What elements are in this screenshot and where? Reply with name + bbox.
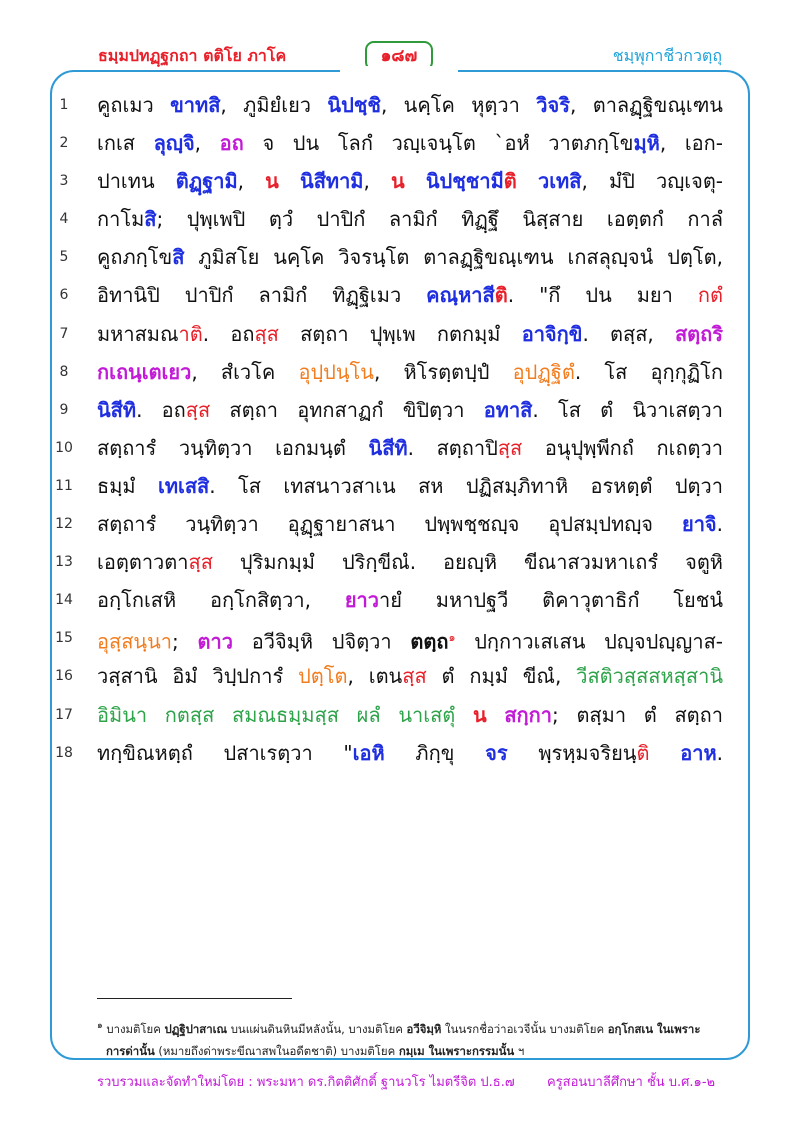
line-number: 8 [59, 363, 69, 380]
text-segment: เกเส [97, 131, 154, 156]
text-segment: . โส ตํ นิวาเสตฺวา [532, 397, 723, 422]
text-segment: ปตฺโต [298, 664, 348, 689]
text-segment: สตฺถา ปุพฺเพ กตกมฺมํ [278, 321, 522, 346]
text-segment: นิปชฺชิ [327, 93, 381, 117]
text-segment: นิปชฺชามี [425, 169, 504, 194]
line-text [97, 162, 723, 200]
line-text [97, 353, 723, 391]
running-title: ธมฺมปทฏฺฐกถา ตติโย ภาโค [98, 46, 287, 65]
text-segment [279, 169, 300, 193]
text-segment: ขาทสิ [170, 93, 221, 117]
text-segment: . "กึ ปน มยา [507, 283, 698, 308]
text-segment [455, 703, 473, 727]
line-number: 18 [55, 744, 73, 761]
text-segment: เอหิ [352, 740, 385, 765]
text-segment: ลุญฺจิ [153, 131, 195, 156]
text-segment: ภูมิสโย นคฺโค วิจรนฺโต ตาลฏฺฐิขณฺเฑน เกสลุญฺจนํ ปตฺโต, [184, 245, 723, 270]
text-segment: , มํปิ วญฺเจตุ- [581, 169, 723, 194]
line-text [97, 200, 723, 238]
text-segment: จร [485, 740, 508, 765]
line-number: 14 [55, 592, 73, 609]
text-segment: (หมายถึงด่าพระขีณาสพในอดีตชาติ) บางมติโยค [154, 1043, 399, 1058]
text-segment: ติ [636, 740, 650, 765]
line-text [97, 619, 723, 661]
text-segment: วสฺสานิ อิมํ วิปฺปการํ [97, 664, 299, 689]
text-segment: พฺรหฺมจริยนฺ [507, 740, 637, 765]
text-segment: สฺส [185, 397, 211, 422]
text-line [0, 162, 800, 200]
text-segment: ปาเทน [97, 169, 176, 194]
text-segment: , [194, 131, 220, 156]
line-text [97, 734, 723, 772]
text-segment: ในนรกชื่อว่าอเวจีนั้น บางมติโยค [441, 1021, 608, 1036]
text-segment: สกฺกา [504, 702, 552, 727]
text-segment: มหาสมณ [97, 321, 179, 346]
text-line [0, 429, 800, 467]
text-line [0, 734, 800, 772]
footnote-line-2 [97, 1040, 727, 1062]
text-segment: , หิโรตฺตปฺปํ [373, 359, 513, 384]
text-segment: ปุริมกมฺมํ ปริกฺขีณํ. อยญฺหิ ขีณาสวมหาเถรํ จตูหิ [212, 550, 723, 575]
line-number: 11 [55, 477, 73, 494]
text-segment: นิสีทามิ [300, 169, 364, 194]
line-text [97, 238, 723, 276]
text-segment: บางมติโยค [102, 1021, 165, 1036]
text-segment: สิ [172, 245, 185, 270]
line-text [97, 467, 723, 505]
text-line [0, 353, 800, 391]
text-segment: เทเสสิ [157, 473, 210, 498]
line-number: 15 [55, 630, 73, 647]
text-segment: น [472, 702, 487, 727]
text-segment: , [363, 169, 392, 194]
line-number: 1 [59, 97, 69, 113]
text-line [0, 696, 800, 734]
text-segment: อกฺโกเสหิ อกฺโกสิตฺวา, [97, 588, 345, 613]
text-segment: ติ [494, 283, 508, 308]
text-segment: ติ [503, 169, 517, 194]
text-segment: . โส เทสนาวสาเน สห ปฏิสมฺภิทาหิ อรหตฺตํ ปตฺวา [209, 473, 723, 498]
text-segment: สฺส [497, 435, 523, 460]
text-line [0, 86, 800, 124]
text-segment: วีสติวสฺสสหสฺสานิ [576, 664, 723, 689]
line-text [97, 391, 723, 429]
text-segment: อาจิกฺขิ [521, 321, 583, 346]
text-segment: กเถนฺเตเยว [97, 359, 192, 384]
text-segment: วเทสิ [537, 169, 582, 194]
text-segment [487, 703, 505, 727]
text-segment: สตฺถา อุทกสาฏกํ ขิปิตฺวา [210, 397, 484, 422]
line-text [97, 543, 723, 581]
text-segment: อิมินา กตสฺส สมณธมฺมสฺส ผลํ นาเสตุํ [97, 702, 456, 727]
text-segment: วิจริ [536, 93, 570, 117]
text-segment: ฯ [514, 1043, 525, 1058]
text-segment: ธมฺมํ [97, 473, 158, 498]
text-line [0, 543, 800, 581]
text-segment: . อถ [202, 321, 255, 346]
text-segment: กตํ [697, 283, 723, 308]
line-text [97, 581, 723, 619]
line-text [97, 124, 723, 162]
frame-gap [340, 66, 458, 74]
footnote-rule [97, 998, 292, 999]
text-segment: อุสฺสนฺนา [97, 629, 172, 654]
text-line [0, 315, 800, 353]
section-title: ชมฺพุกาชีวกวตฺถุ [612, 46, 722, 65]
text-segment: ภิกฺขุ [384, 740, 486, 765]
text-segment: สตฺถารํ วนฺทิตฺวา เอกมนฺตํ [97, 435, 369, 460]
text-segment: ตาว [197, 629, 233, 654]
text-segment: นิสีทิ [97, 397, 137, 422]
text-segment [649, 741, 680, 765]
text-segment: สตฺถารํ วนฺทิตฺวา อุฏฺฐายาสนา ปพฺพชฺชญฺจ อุปสมฺปทญฺจ [97, 512, 682, 537]
text-segment: นิสีทิ [368, 435, 408, 460]
text-segment [405, 169, 426, 193]
line-number: 3 [59, 173, 69, 190]
line-number: 9 [59, 401, 69, 418]
text-segment: ปกฺกาวเสเสน ปญฺจปญฺญาส- [455, 629, 723, 654]
text-segment: อาห [680, 740, 717, 765]
text-segment: อนุปุพฺพีกถํ กเถตฺวา [522, 435, 723, 460]
line-number: 17 [55, 706, 73, 723]
line-number: 10 [55, 439, 73, 456]
text-segment: ยาว [344, 588, 379, 613]
footnote-line-1 [97, 1015, 727, 1040]
text-segment: ยาจิ [681, 512, 717, 537]
text-line [0, 124, 800, 162]
line-text [97, 505, 723, 543]
text-line [0, 200, 800, 238]
line-text [97, 429, 723, 467]
text-segment: . [716, 512, 723, 537]
text-segment: ทกฺขิณหตฺถํ ปสาเรตฺวา " [97, 740, 353, 765]
line-number: 16 [55, 668, 73, 685]
footnote [97, 1015, 727, 1062]
text-segment: ติฏฺฐามิ [175, 169, 238, 194]
text-line [0, 238, 800, 276]
text-segment: กาโม [97, 207, 145, 232]
text-segment: มฺหิ [633, 131, 660, 156]
text-segment: , สํเวโค [191, 359, 299, 384]
footer-course: ครูสอนบาลีศึกษา ชั้น บ.ศ.๑-๒ [547, 1075, 716, 1090]
line-text [97, 86, 723, 124]
text-segment: , [237, 169, 266, 194]
text-segment: ; ปุพฺเพปิ ตฺวํ ปาปิกํ ลามิกํ ทิฏฺฐึ นิสฺสาย เอตฺตกํ กาลํ [156, 207, 723, 232]
text-segment: ตตฺถ [410, 629, 449, 654]
text-segment: . โส อุกฺกุฏิโก [574, 359, 723, 384]
text-line [0, 657, 800, 695]
text-segment: สิ [144, 207, 157, 232]
line-number: 12 [55, 516, 73, 533]
text-segment: ๑ [448, 631, 456, 645]
text-segment: ; [172, 629, 198, 654]
text-segment: สฺส [402, 664, 427, 689]
text-segment: . อถ [136, 397, 186, 422]
line-number: 6 [59, 287, 69, 304]
text-segment: คูถเมว [97, 93, 171, 117]
text-segment: อุปฏฺฐิตํ [512, 359, 575, 384]
footnote-marker: ๑ [97, 1021, 103, 1031]
text-line [0, 391, 800, 429]
text-segment: ; ตสฺมา ตํ สตฺถา [552, 702, 723, 727]
text-segment: คณฺหาสี [426, 283, 495, 308]
text-segment: ายํ มหาปฐวี ติคาวุตาธิกํ โยชนํ [379, 588, 723, 613]
text-body [0, 86, 800, 772]
text-segment: าติ [178, 321, 203, 346]
line-text [97, 276, 723, 314]
text-segment: สตฺถริ [674, 321, 723, 346]
page-number: ๑๘๗ [365, 41, 433, 71]
footer-credit: รวบรวมและจัดทำใหม่โดย : พระมหา ดร.กิตติศักดิ์ ฐานวโร ไมตรีจิต ป.ธ.๗ [97, 1075, 515, 1090]
text-segment: ตํ กมฺมํ ขีณํ, [426, 664, 577, 689]
text-segment: สฺส [254, 321, 279, 346]
text-line [0, 619, 800, 657]
text-segment: ปฏฺฐิปาสาเณ [164, 1021, 228, 1036]
text-segment: เอตฺตาวตา [97, 550, 189, 575]
line-number: 7 [59, 325, 69, 342]
text-segment: , เอก- [659, 131, 723, 156]
text-line [0, 581, 800, 619]
text-segment: . [716, 740, 723, 765]
line-number: 5 [59, 249, 69, 266]
text-line [0, 276, 800, 314]
line-number: 2 [59, 135, 69, 152]
text-segment: อุปฺปนฺโน [298, 359, 374, 384]
line-text [97, 315, 723, 353]
text-segment: , ภูมิยํเยว [220, 93, 328, 117]
text-segment: , ตาลฏฺฐิขณฺเฑน [569, 93, 723, 117]
line-text [97, 696, 723, 734]
text-segment: สฺส [188, 550, 213, 575]
text-segment: บนแผ่นดินหินมีหลังนั้น, บางมติโยค [227, 1021, 407, 1036]
text-segment: อวีจิมฺหิ [406, 1021, 442, 1036]
text-segment: อกฺโกสเน ในเพราะ [607, 1021, 701, 1036]
text-line [0, 467, 800, 505]
text-segment: คูถภกฺโข [97, 245, 173, 270]
text-segment: . สตฺถาปิ [407, 435, 498, 460]
text-segment: อทาสิ [483, 397, 533, 422]
text-segment: , นคฺโค หุตฺวา [380, 93, 537, 117]
text-segment: กมฺเม ในเพราะกรรมนั้น [398, 1043, 515, 1058]
text-line [0, 505, 800, 543]
text-segment [517, 169, 538, 193]
text-segment: น [391, 169, 405, 194]
line-text [97, 657, 723, 695]
text-segment: , เตน [347, 664, 403, 689]
text-segment: อถ [219, 131, 244, 156]
line-number: 4 [59, 211, 69, 228]
text-segment: อวีจิมฺหิ ปจิตฺวา [232, 629, 411, 654]
line-number: 13 [55, 554, 73, 571]
text-segment: การด่านั้น [106, 1043, 155, 1058]
text-segment: . ตสฺส, [582, 321, 675, 346]
text-segment: อิทานิปิ ปาปิกํ ลามิกํ ทิฏฺฐิเมว [97, 283, 427, 308]
text-segment: น [265, 169, 279, 194]
text-segment: จ ปน โลกํ วญฺเจนฺโต `อหํ วาตภกฺโข [243, 131, 634, 156]
